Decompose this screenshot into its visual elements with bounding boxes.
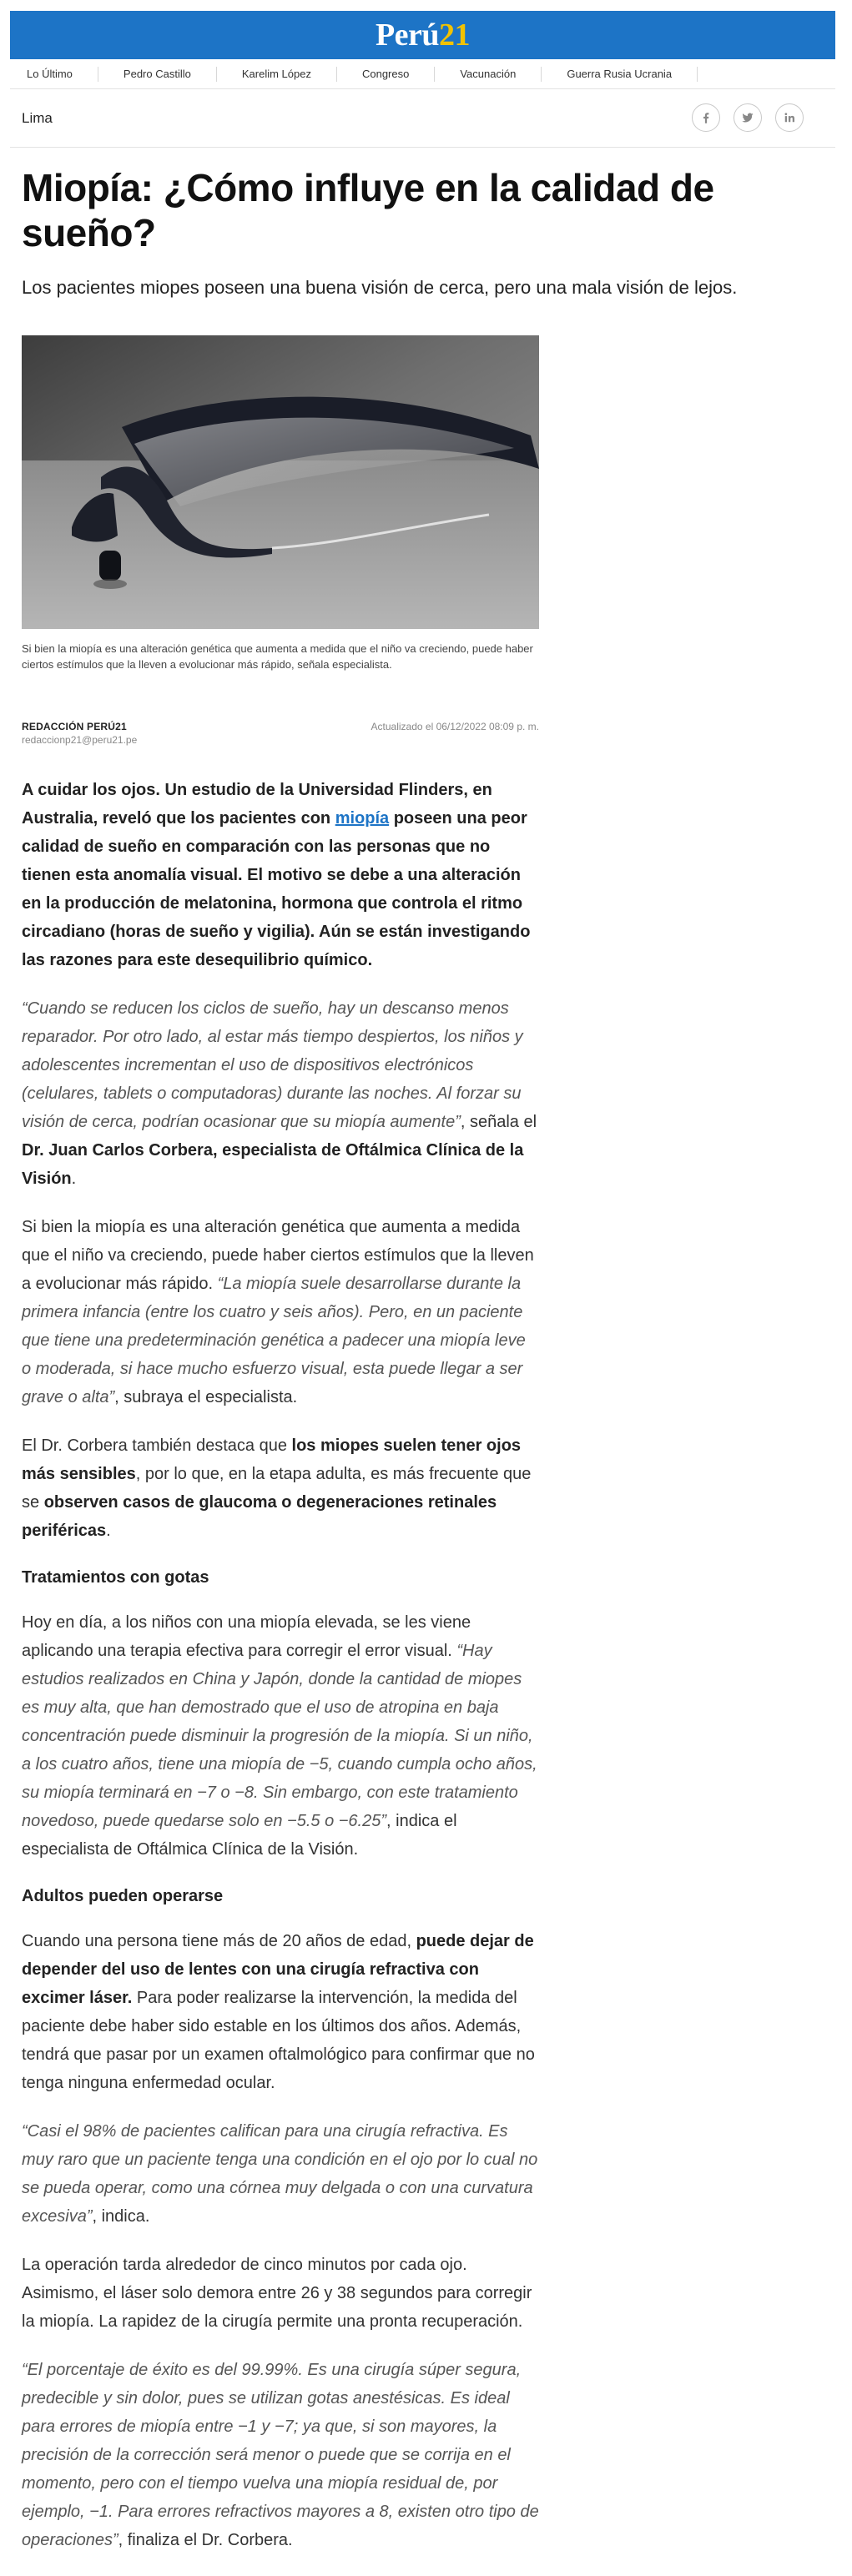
paragraph [22,1431,539,1545]
paragraph [22,1608,539,1864]
article-subtitle: Los pacientes miopes poseen una buena visión de cerca, pero una mala visión de lejos. [22,277,738,298]
nav-item-guerra-rusia-ucrania[interactable]: Guerra Rusia Ucrania [542,67,698,82]
nav-item-pedro-castillo[interactable]: Pedro Castillo [98,67,217,82]
paragraph [22,1213,539,1411]
highlight-text: Dr. Juan Carlos Corbera, especialista de Oftálmica Clínica de la Visión [22,1141,524,1188]
logo-name: Perú [375,18,440,53]
paragraph-text: Cuando una persona tiene más de 20 años de edad, [22,1932,416,1950]
author-name[interactable]: REDACCIÓN PERÚ21 [22,721,127,732]
subheading-adultos: Adultos pueden operarse [22,1887,224,1905]
miopia-link[interactable]: miopía [335,809,390,828]
article-title: Miopía: ¿Cómo influye en la calidad de sueño? [22,166,714,254]
quote-text: “Hay estudios realizados en China y Japón, donde la cantidad de miopes es muy alta, que han demostrado que el uso de atropina en baja concentración puede disminuir la progresión de la miopía. Si un niño, a los cuatro años, tiene una miopía de −5, cuando cumpla ocho años, su miopía terminará en −7 o −8. Sin embargo, con este tratamiento novedoso, puede quedarse solo en −5.5 o −6.25” [22,1642,537,1830]
paragraph [22,994,539,1193]
highlight-text: observen casos de glaucoma o degeneraciones retinales periféricas [22,1493,497,1540]
twitter-share-button[interactable] [734,103,762,132]
paragraph-text: , señala el [460,1113,537,1131]
section-label[interactable]: Lima [22,110,53,126]
subheading-tratamientos: Tratamientos con gotas [22,1568,209,1587]
paragraph-text: Hoy en día, a los niños con una miopía elevada, se les viene aplicando una terapia efectiva para corregir el error visual. [22,1613,471,1660]
image-caption: Si bien la miopía es una alteración genética que aumenta a medida que el niño va creciendo, puede haber ciertos estímulos que la lleven a evolucionar más rápido, señala especialista. [22,642,533,671]
quote-text: “El porcentaje de éxito es del 99.99%. Es una cirugía súper segura, predecible y sin dolor, pues se utilizan gotas anestésicas. Es ideal para errores de miopía entre −1 y −7; ya que, si son mayores, la precisión de la corrección será menor o puede que se corrija en el momento, pero con el tiempo vuelva una miopía residual de, por ejemplo, −1. Para errores refractivos mayores a 8, existen otro tipo de operaciones” [22,2361,539,2549]
linkedin-icon [782,110,797,125]
paragraph-text: , indica. [92,2207,150,2226]
quote-text: “Cuando se reducen los ciclos de sueño, hay un descanso menos reparador. Por otro lado, al estar más tiempo despiertos, los niños y adolescentes incrementan el uso de dispositivos electrónicos (celulares, tablets o computadoras) durante las noches. Al forzar su visión de cerca, podrían ocasionar que su miopía aumente” [22,999,523,1131]
nav-item-lo-ultimo[interactable]: Lo Último [10,67,98,82]
paragraph-text: Si bien la miopía es una alteración genética que aumenta a medida que el niño va creciendo, puede haber ciertos estímulos que la lleven a evolucionar más rápido. [22,1218,534,1293]
site-header [10,11,835,59]
nav-divider [10,88,835,89]
paragraph-text: , indica el especialista de Oftálmica Clínica de la Visión. [22,1812,457,1859]
paragraph-text: Para poder realizarse la intervención, la medida del paciente debe haber sido estable en los últimos dos años. Además, tendrá que pasar por un examen oftalmológico para confirmar que no tenga ninguna enfermedad ocular. [22,1989,535,2092]
highlight-text: puede dejar de depender del uso de lentes con una cirugía refractiva con excimer láser. [22,1932,534,2007]
paragraph-lead [22,776,539,974]
paragraph [22,2356,539,2554]
nav-item-karelim-lopez[interactable]: Karelim López [217,67,337,82]
nav-item-vacunacion[interactable]: Vacunación [435,67,542,82]
highlight-text: los miopes suelen tener ojos más sensibles [22,1436,522,1483]
paragraph [22,1927,539,2097]
quote-text: “Casi el 98% de pacientes califican para una cirugía refractiva. Es muy raro que un paciente tenga una condición en el ojo por lo cual no se pueda operar, como una córnea muy delgada o con una curvatura excesiva” [22,2122,538,2226]
updated-timestamp: Actualizado el 06/12/2022 08:09 p. m. [371,721,539,732]
facebook-share-button[interactable] [692,103,720,132]
nav-item-congreso[interactable]: Congreso [337,67,435,82]
paragraph-text: , por lo que, en la etapa adulta, es más frecuente que se [22,1465,532,1512]
paragraph-text: . [106,1522,111,1540]
logo-number: 21 [439,18,471,53]
paragraph-text: . [71,1170,77,1188]
paragraph-text: , finaliza el Dr. Corbera. [118,2531,293,2549]
glasses-photo [22,335,539,629]
paragraph-text: , subraya el especialista. [114,1388,298,1406]
site-logo[interactable] [376,17,470,53]
linkedin-share-button[interactable] [775,103,804,132]
article-body [22,776,539,2574]
article-image [22,335,539,629]
paragraph [22,2117,539,2231]
paragraph-text: A cuidar los ojos. Un estudio de la Universidad Flinders, en Australia, reveló que los pacientes con [22,781,492,828]
twitter-icon [740,110,755,125]
facebook-icon [698,110,713,125]
paragraph: La operación tarda alrededor de cinco minutos por cada ojo. Asimismo, el láser solo demora entre 26 y 38 segundos para corregir la miopía. La rapidez de la cirugía permite una pronta recuperación. [22,2256,532,2331]
quote-text: “La miopía suele desarrollarse durante la primera infancia (entre los cuatro y seis años). Pero, en un paciente que tiene una predeterminación genética a padecer una miopía leve o moderada, si hace mucho esfuerzo visual, esta puede llegar a ser grave o alta” [22,1275,526,1406]
top-nav [10,62,835,87]
byline [22,721,539,746]
author-email: redaccionp21@peru21.pe [22,734,138,746]
paragraph-text: El Dr. Corbera también destaca que [22,1436,292,1455]
paragraph-text: poseen una peor calidad de sueño en comparación con las personas que no tienen esta anomalía visual. El motivo se debe a una alteración en la producción de melatonina, hormona que controla el ritmo circadiano (horas de sueño y vigilia). Aún se están investigando las razones para este desequilibrio químico. [22,809,531,969]
section-divider [10,147,835,148]
